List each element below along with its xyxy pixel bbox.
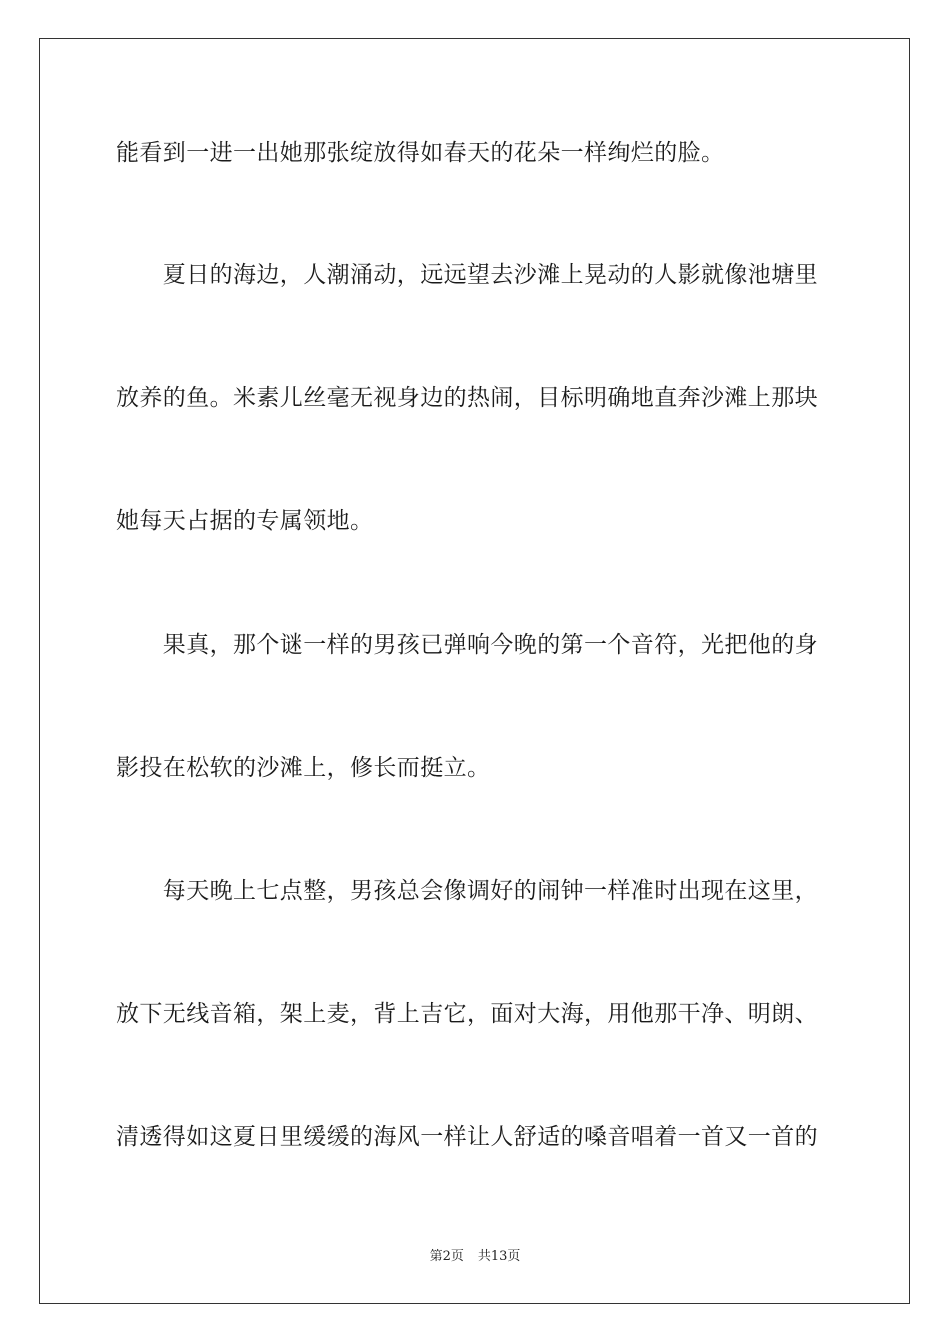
body-text-line: 每天晚上七点整，男孩总会像调好的闹钟一样准时出现在这里，: [116, 878, 818, 904]
body-text-line: 能看到一进一出她那张绽放得如春天的花朵一样绚烂的脸。: [116, 140, 725, 166]
page-footer: [0, 1248, 950, 1266]
body-text-line: 影投在松软的沙滩上，修长而挺立。: [116, 755, 491, 781]
body-text-line: 夏日的海边，人潮涌动，远远望去沙滩上晃动的人影就像池塘里: [116, 262, 818, 288]
body-text-line: 她每天占据的专属领地。: [116, 508, 374, 534]
body-text-line: 清透得如这夏日里缓缓的海风一样让人舒适的嗓音唱着一首又一首的: [116, 1124, 818, 1150]
body-text-line: 放养的鱼。米素儿丝毫无视身边的热闹，目标明确地直奔沙滩上那块: [116, 385, 818, 411]
total-pages: 共13页: [477, 1249, 521, 1264]
page-border: [39, 38, 910, 1304]
body-text-line: 放下无线音箱，架上麦，背上吉它，面对大海，用他那干净、明朗、: [116, 1001, 818, 1027]
page-number: 第2页: [429, 1249, 464, 1264]
body-text-line: 果真，那个谜一样的男孩已弹响今晚的第一个音符，光把他的身: [116, 632, 818, 658]
